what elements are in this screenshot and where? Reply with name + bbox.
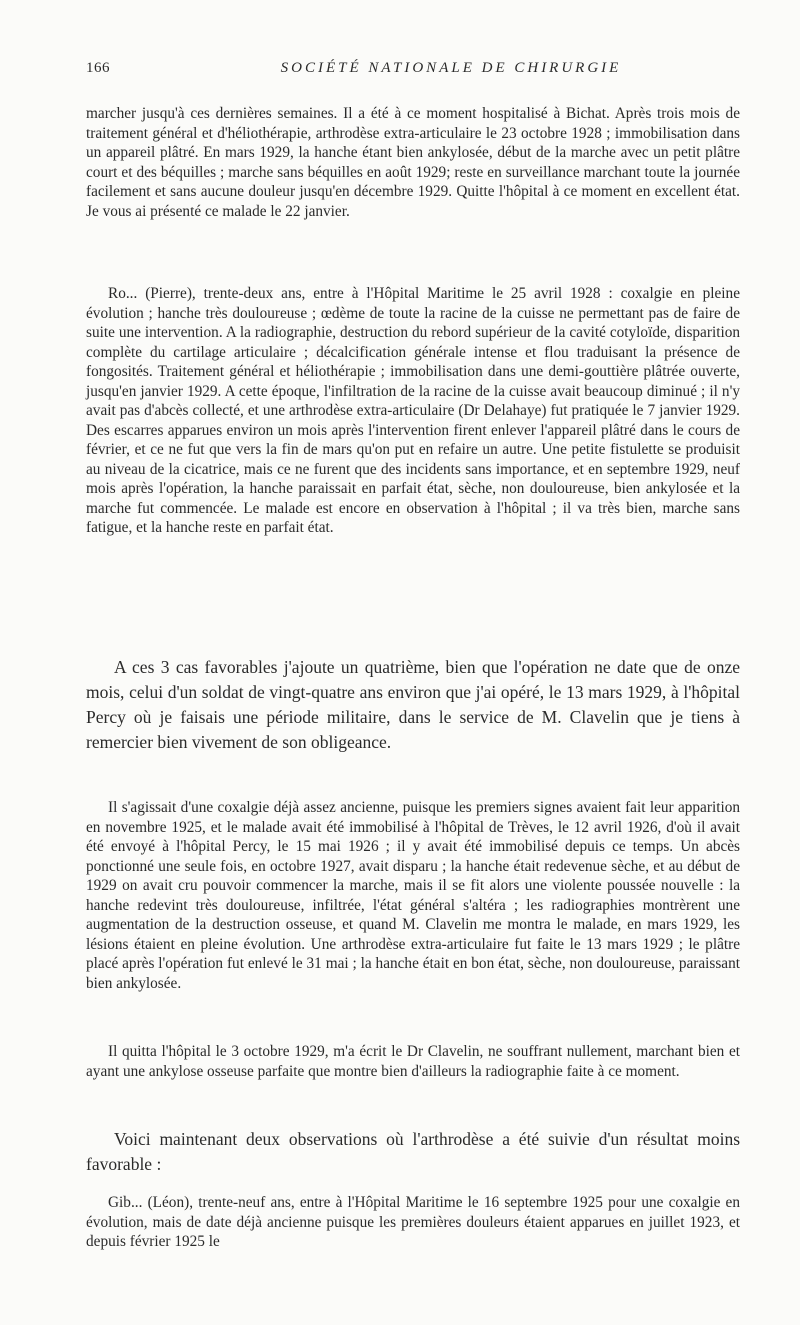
paragraph-case-ro-pierre: Ro... (Pierre), trente-deux ans, entre à l'Hôpital Maritime le 25 avril 1928 : coxalgie en pleine évolution ; hanche très douloureuse ; œdème de toute la racine de la cuisse ne permettant pas de faire de suite une intervention. A la radiographie, destruction du rebord supérieur de la cavité cotyloïde, disparition complète du cartilage articulaire ; décalcification générale intense et flou traduisant la présence de fongosités. Traitement général et héliothérapie ; immobilisation dans une demi-gouttière plâtrée ouverte, jusqu'en janvier 1929. A cette époque, l'infiltration de la racine de la cuisse avait beaucoup diminué ; il n'y avait pas d'abcès collecté, et une arthrodèse extra-articulaire (Dr Delahaye) fut pratiquée le 7 janvier 1929. Des escarres apparues environ un mois après l'intervention firent enlever l'appareil plâtré dans le cours de février, et ce ne fut que vers la fin de mars qu'on put en refaire un autre. Une petite fistulette se produisit au niveau de la cicatrice, mais ce ne furent que des incidents sans importance, et en septembre 1929, neuf mois après l'opération, la hanche paraissait en parfait état, sèche, non douloureuse, bien ankylosée et la marche fut commencée. Le malade est encore en observation à l'hôpital ; il va très bien, marche sans fatigue, et la hanche reste en parfait état. [86, 285, 740, 536]
running-title: SOCIÉTÉ NATIONALE DE CHIRURGIE [280, 60, 622, 76]
paragraph-fourth-case-intro: A ces 3 cas favorables j'ajoute un quatrième, bien que l'opération ne date que de onze mois, celui d'un soldat de vingt-quatre ans environ que j'ai opéré, le 13 mars 1929, à l'hôpital Percy où je faisais une période militaire, dans le service de M. Clavelin que je tiens à remercier bien vivement de son obligeance. [86, 657, 740, 752]
paragraph-continuation: marcher jusqu'à ces dernières semaines. Il a été à ce moment hospitalisé à Bichat. Après trois mois de traitement général et d'héliothérapie, arthrodèse extra-articulaire le 23 octobre 1928 ; immobilisation dans un appareil plâtré. En mars 1929, la hanche étant bien ankylosée, début de la marche avec un petit plâtre court et des béquilles ; marche sans béquilles en août 1929; reste en surveillance marchant toute la journée facilement et sans aucune douleur jusqu'en décembre 1929. Quitte l'hôpital à ce moment en excellent état. Je vous ai présenté ce malade le 22 janvier. [86, 105, 740, 220]
paragraph-coxalgie-history: Il s'agissait d'une coxalgie déjà assez ancienne, puisque les premiers signes avaient fait leur apparition en novembre 1925, et le malade avait été immobilisé à l'hôpital de Trèves, le 12 avril 1926, d'où il avait été envoyé à l'hôpital Percy, le 15 mai 1926 ; il y avait été immobilisé depuis ce temps. Un abcès ponctionné une seule fois, en octobre 1927, avait disparu ; la hanche était redevenue sèche, et au début de 1929 on avait cru pouvoir commencer la marche, mais il se fit alors une violente poussée nouvelle : la hanche redevint très douloureuse, infiltrée, l'état général s'altéra ; les radiographies montrèrent une augmentation de la destruction osseuse, et quand M. Clavelin me montra le malade, en mars 1929, les lésions étaient en pleine évolution. Une arthrodèse extra-articulaire fut faite le 13 mars 1929 ; le plâtre placé après l'opération fut enlevé le 31 mai ; la hanche était en bon état, sèche, non douloureuse, paraissant bien ankylosée. [86, 799, 740, 992]
paragraph-case-gib-leon: Gib... (Léon), trente-neuf ans, entre à l'Hôpital Maritime le 16 septembre 1925 pour une coxalgie en évolution, mais de date déjà ancienne puisque les premières douleurs étaient apparues en juillet 1923, et depuis février 1925 le [86, 1194, 740, 1250]
page-number: 166 [86, 60, 110, 76]
paragraph-discharge: Il quitta l'hôpital le 3 octobre 1929, m'a écrit le Dr Clavelin, ne souffrant nullement, marchant bien et ayant une ankylose osseuse parfaite que montre bien d'ailleurs la radiographie faite à ce moment. [86, 1043, 740, 1080]
page-header [86, 60, 746, 84]
paragraph-less-favorable-intro: Voici maintenant deux observations où l'arthrodèse a été suivie d'un résultat moins favorable : [86, 1129, 740, 1174]
